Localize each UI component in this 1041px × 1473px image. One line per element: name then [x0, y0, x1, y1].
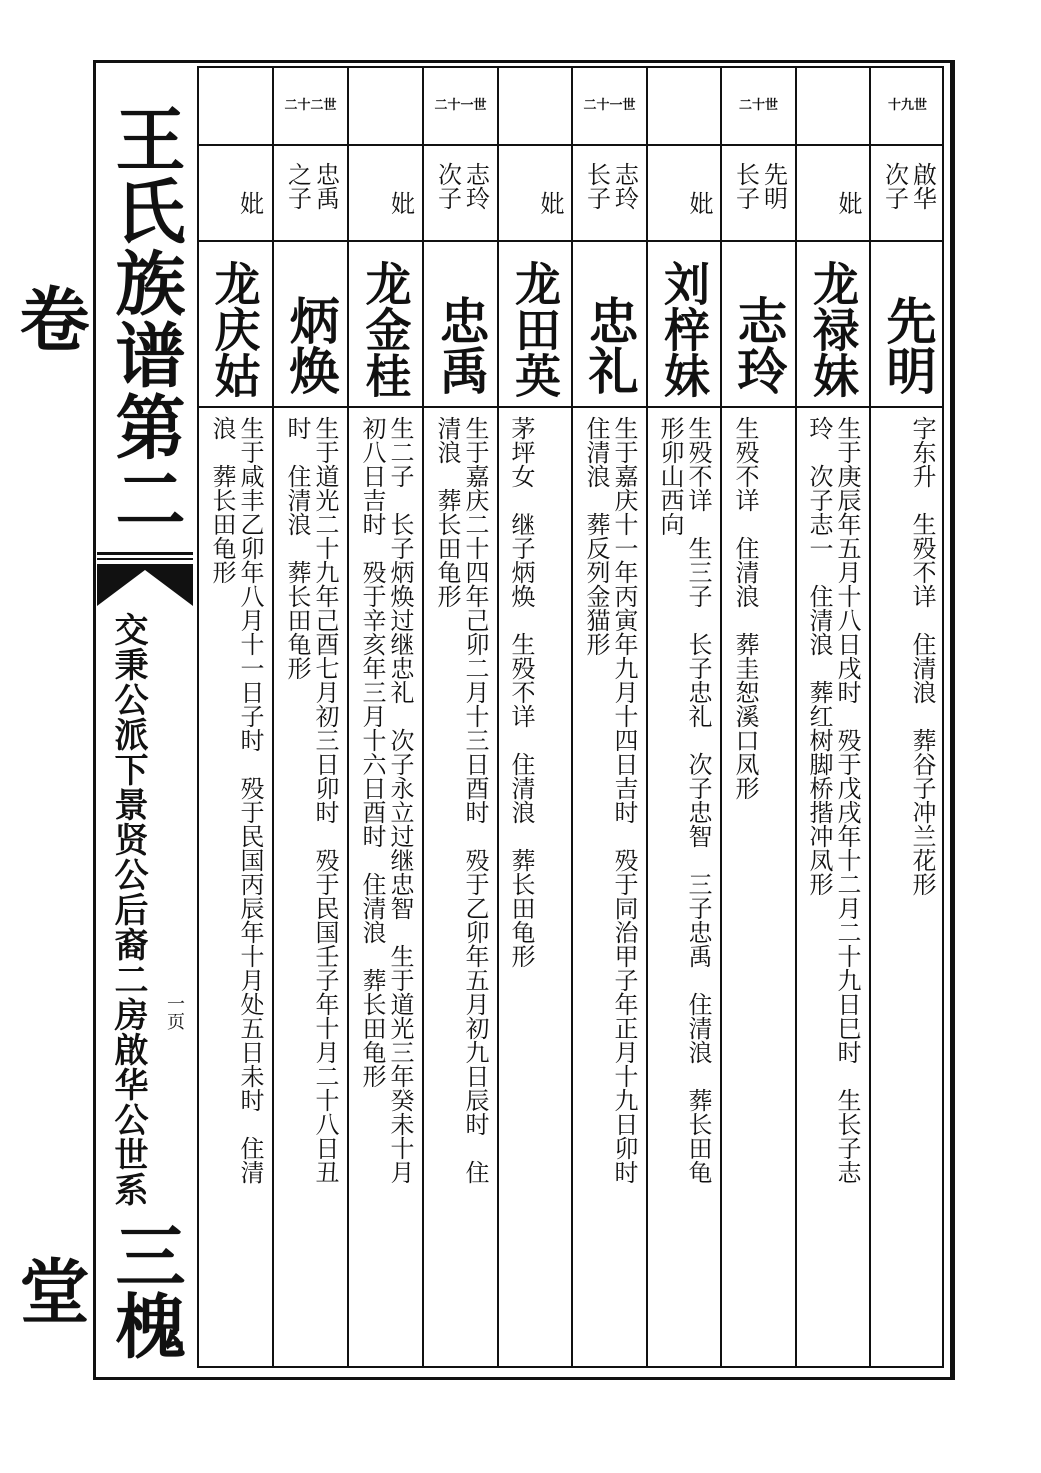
generation-cell: 二十一世 — [424, 66, 497, 146]
generation-cell: 二十一世 — [573, 66, 646, 146]
biography-text: 茅坪女 继子炳焕 生殁不详 住清浪 葬长田龟形 — [507, 416, 535, 968]
relation-cell — [499, 146, 571, 242]
person-column — [646, 66, 720, 1368]
biography-cell — [871, 410, 944, 1368]
name-cell — [424, 242, 497, 408]
person-column — [422, 66, 497, 1368]
relation-text: 先明 长子 — [731, 162, 788, 210]
biography-text: 字东升 生殁不详 住清浪 葬谷子冲兰花形 — [908, 416, 936, 896]
relation-cell — [573, 146, 646, 242]
name-cell — [871, 242, 944, 408]
person-name: 龙金桂 — [358, 260, 413, 398]
book-title: 王氏族谱第二卷 — [8, 103, 187, 535]
person-column — [571, 66, 646, 1368]
biography-text: 生于道光二十九年己酉七月初三日卯时 殁于民国壬子年十月二十八日丑 时 住清浪 葬长田龟形 — [283, 416, 339, 1184]
person-name: 龙田英 — [508, 260, 562, 398]
relation-text: 啟华 次子 — [880, 162, 937, 210]
biography-cell — [197, 410, 272, 1368]
fishtail-ornament — [97, 564, 193, 606]
generation-cell — [197, 66, 272, 146]
relation-text: 志玲 次子 — [433, 162, 490, 210]
person-name: 忠禹 — [431, 295, 491, 395]
relation-text: 妣 — [834, 191, 862, 215]
person-name: 龙庆姑 — [207, 260, 262, 398]
name-cell — [797, 242, 869, 408]
person-name: 刘梓妹 — [657, 260, 711, 398]
relation-cell — [797, 146, 869, 242]
person-column — [795, 66, 869, 1368]
generation-cell: 二十二世 — [274, 66, 347, 146]
name-cell — [499, 242, 571, 408]
hall-name: 三槐堂 — [8, 1220, 187, 1360]
relation-cell — [274, 146, 347, 242]
biography-text: 生于嘉庆二十四年己卯二月十三日酉时 殁于乙卯年五月初九日辰时 住 清浪 葬长田龟形 — [433, 416, 489, 1184]
person-name: 炳焕 — [281, 295, 341, 395]
generation-cell — [797, 66, 869, 146]
name-cell — [648, 242, 720, 408]
relation-text: 妣 — [685, 191, 713, 215]
name-cell — [197, 242, 272, 408]
biography-cell — [797, 410, 869, 1368]
person-column — [197, 66, 272, 1368]
biography-text: 生于庚辰年五月十八日戌时 殁于戊戌年十二月二十九日巳时 生长子志 玲 次子志一 住清浪 葬红树脚桥揩冲凤形 — [805, 416, 861, 1184]
title-strip — [8, 64, 193, 1376]
biography-cell — [573, 410, 646, 1368]
name-cell — [274, 242, 347, 408]
relation-text: 妣 — [235, 191, 264, 215]
relation-text: 忠禹 之子 — [283, 162, 340, 210]
person-name: 先明 — [878, 295, 938, 395]
person-name: 忠礼 — [580, 295, 640, 395]
generation-cell: 十九世 — [871, 66, 944, 146]
name-cell — [722, 242, 795, 408]
relation-cell — [648, 146, 720, 242]
lineage-subtitle: 交秉公派下景贤公后裔二房啟华公世系 — [108, 612, 148, 1207]
person-column — [720, 66, 795, 1368]
biography-cell — [722, 410, 795, 1368]
title-rule-thin — [97, 558, 193, 560]
relation-cell — [722, 146, 795, 242]
person-column — [869, 66, 944, 1368]
person-column — [272, 66, 347, 1368]
relation-text: 妣 — [386, 191, 415, 215]
person-name: 志玲 — [729, 295, 789, 395]
generation-cell — [648, 66, 720, 146]
name-cell — [349, 242, 422, 408]
biography-text: 生于嘉庆十一年丙寅年九月十四日吉时 殁于同治甲子年正月十九日卯时 住清浪 葬反列金猫形 — [582, 416, 638, 1184]
person-column — [347, 66, 422, 1368]
generation-cell: 二十世 — [722, 66, 795, 146]
relation-text: 妣 — [536, 191, 564, 215]
generation-cell — [499, 66, 571, 146]
relation-text: 志玲 长子 — [582, 162, 639, 210]
biography-text: 生于咸丰乙卯年八月十一日子时 殁于民国丙辰年十月处五日未时 住清 浪 葬长田龟形 — [208, 416, 264, 1184]
person-column — [497, 66, 571, 1368]
genealogy-table — [197, 66, 944, 1368]
person-name: 龙禄妹 — [806, 260, 860, 398]
relation-cell — [197, 146, 272, 242]
page-edge-line — [950, 60, 953, 1380]
page-number: 一页 — [164, 994, 185, 1030]
biography-cell — [424, 410, 497, 1368]
biography-cell — [648, 410, 720, 1368]
biography-cell — [499, 410, 571, 1368]
relation-cell — [424, 146, 497, 242]
relation-cell — [349, 146, 422, 242]
biography-cell — [349, 410, 422, 1368]
biography-text: 生二子 长子炳焕过继忠礼 次子永立过继忠智 生于道光三年癸未十月 初八日吉时 殁于辛亥年三月十六日酉时 住清浪 葬长田龟形 — [358, 416, 414, 1184]
generation-cell — [349, 66, 422, 146]
biography-text: 生殁不详 生三子 长子忠礼 次子忠智 三子忠禹 住清浪 葬长田龟 形卯山西向 — [656, 416, 712, 1184]
biography-text: 生殁不详 住清浪 葬圭恕溪口凤形 — [731, 416, 759, 800]
name-cell — [573, 242, 646, 408]
title-rule — [97, 552, 193, 555]
relation-cell — [871, 146, 944, 242]
biography-cell — [274, 410, 347, 1368]
